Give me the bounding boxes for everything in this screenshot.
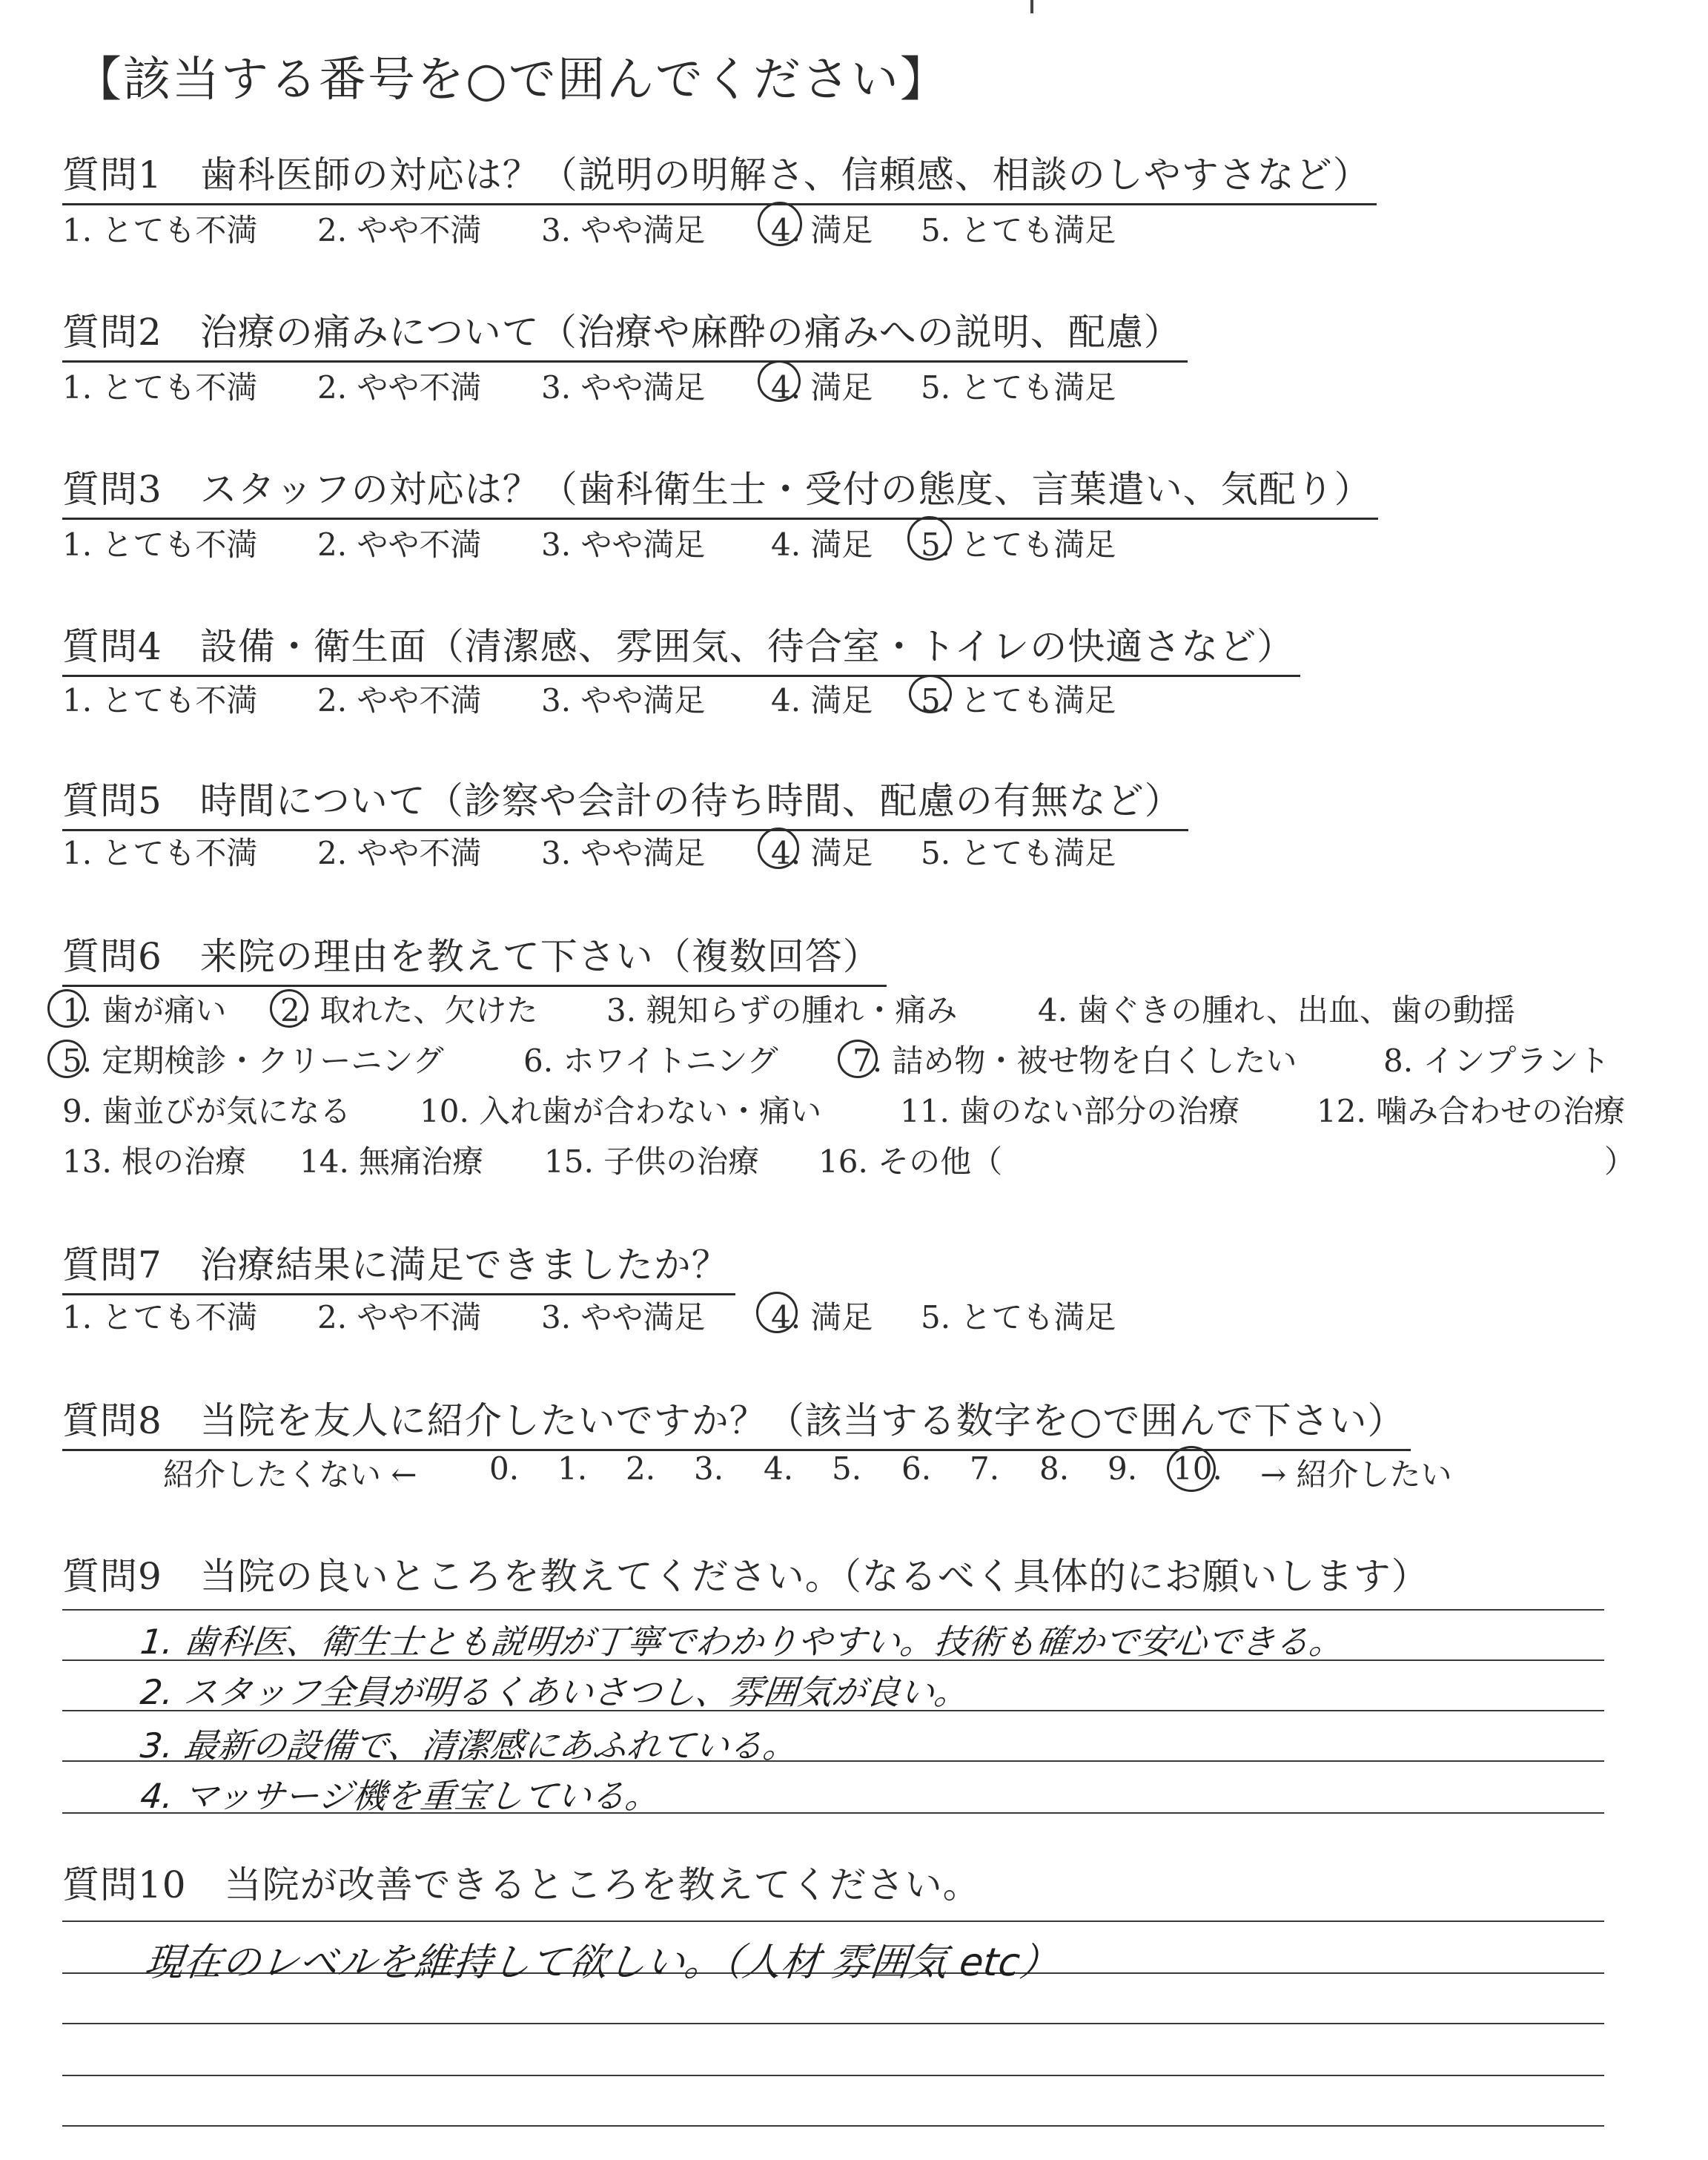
q5-option-2[interactable]: 2. やや不満 [317,835,482,871]
q6-option-14[interactable]: 14. 無痛治療 [299,1143,484,1180]
q8-option-10[interactable]: 10. [1173,1450,1222,1487]
question-10-title: 質問10 当院が改善できるところを教えてください。 [62,1863,981,1906]
q7-option-4[interactable]: 4. 満足 [771,1299,873,1335]
q6-option-9[interactable]: 9. 歯並びが気になる [62,1093,351,1129]
q2-option-2[interactable]: 2. やや不満 [317,369,482,406]
q8-option-5[interactable]: 5. [832,1450,862,1487]
q6-option-4[interactable]: 4. 歯ぐきの腫れ、出血、歯の動揺 [1038,992,1515,1028]
q5-option-1[interactable]: 1. とても不満 [62,835,258,871]
q7-option-2[interactable]: 2. やや不満 [317,1299,482,1335]
q6-other-close-paren: ） [1604,1143,1636,1180]
question-6-title: 質問6 来院の理由を教えて下さい（複数回答） [62,927,887,987]
q2-option-5[interactable]: 5. とても満足 [921,369,1116,406]
question-1-title: 質問1 歯科医師の対応は？（説明の明解さ、信頼感、相談のしやすさなど） [62,145,1377,205]
page-title: 【該当する番号を○で囲んでください】 [74,53,949,108]
q6-option-1[interactable]: 1. 歯が痛い [62,992,227,1028]
q6-selection-circle-7 [838,1040,878,1078]
q1-option-3[interactable]: 3. やや満足 [541,212,706,248]
question-5-title: 質問5 時間について（診察や会計の待ち時間、配慮の有無など） [62,771,1188,831]
question-4-title: 質問4 設備・衛生面（清潔感、雰囲気、待合室・トイレの快適さなど） [62,617,1300,677]
q2-option-4[interactable]: 4. 満足 [771,369,873,406]
question-8-title: 質問8 当院を友人に紹介したいですか？（該当する数字を○で囲んで下さい） [62,1391,1411,1451]
q2-selection-circle [758,360,801,402]
q1-option-2[interactable]: 2. やや不満 [317,212,482,248]
question-3-title: 質問3 スタッフの対応は？（歯科衛生士・受付の態度、言葉遣い、気配り） [62,460,1378,520]
q1-option-5[interactable]: 5. とても満足 [921,212,1116,248]
q8-selection-circle [1167,1446,1216,1492]
q9-answer-1: 1. 歯科医、衛生士とも説明が丁寧でわかりやすい。技術も確かで安心できる。 [138,1622,1346,1662]
q8-right-label: → 紹介したい [1260,1456,1452,1493]
q6-option-3[interactable]: 3. 親知らずの腫れ・痛み [606,992,958,1028]
q3-option-2[interactable]: 2. やや不満 [317,526,482,563]
q6-option-6[interactable]: 6. ホワイトニング [523,1043,778,1079]
answer-rule [62,2075,1604,2076]
q5-option-5[interactable]: 5. とても満足 [921,835,1116,871]
answer-rule [62,1609,1604,1611]
q6-option-15[interactable]: 15. 子供の治療 [544,1143,760,1180]
q7-option-3[interactable]: 3. やや満足 [541,1299,706,1335]
q6-option-10[interactable]: 10. 入れ歯が合わない・痛い [420,1093,822,1129]
q4-option-4[interactable]: 4. 満足 [771,682,873,719]
q8-option-1[interactable]: 1. [557,1450,588,1487]
q4-option-5[interactable]: 5. とても満足 [921,682,1116,719]
q8-option-9[interactable]: 9. [1108,1450,1138,1487]
q9-answer-2: 2. スタッフ全員が明るくあいさつし、雰囲気が良い。 [138,1672,971,1712]
q5-selection-circle [758,828,799,869]
q6-selection-circle-2 [270,989,308,1028]
q4-selection-circle [909,675,952,713]
question-7-title: 質問7 治療結果に満足できましたか？ [62,1235,735,1295]
q3-option-4[interactable]: 4. 満足 [771,526,873,563]
q1-option-4[interactable]: 4. 満足 [771,212,873,248]
q9-answer-3: 3. 最新の設備で、清潔感にあふれている。 [138,1725,800,1766]
q8-option-3[interactable]: 3. [694,1450,724,1487]
q4-option-1[interactable]: 1. とても不満 [62,682,258,719]
q4-option-2[interactable]: 2. やや不満 [317,682,482,719]
q8-option-7[interactable]: 7. [970,1450,1000,1487]
q2-option-1[interactable]: 1. とても不満 [62,369,258,406]
q6-option-11[interactable]: 11. 歯のない部分の治療 [900,1093,1240,1129]
q8-option-8[interactable]: 8. [1039,1450,1070,1487]
q8-option-4[interactable]: 4. [764,1450,794,1487]
question-9-title: 質問9 当院の良いところを教えてください。（なるべく具体的にお願いします） [62,1555,1429,1598]
question-2-title: 質問2 治療の痛みについて（治療や麻酔の痛みへの説明、配慮） [62,303,1188,363]
q6-option-13[interactable]: 13. 根の治療 [62,1143,247,1180]
q4-option-3[interactable]: 3. やや満足 [541,682,706,719]
q7-selection-circle [756,1292,798,1333]
q7-option-1[interactable]: 1. とても不満 [62,1299,258,1335]
q7-option-5[interactable]: 5. とても満足 [921,1299,1116,1335]
q8-option-2[interactable]: 2. [626,1450,656,1487]
q2-option-3[interactable]: 3. やや満足 [541,369,706,406]
q1-selection-circle [758,202,802,246]
q8-option-0[interactable]: 0. [489,1450,520,1487]
q6-option-12[interactable]: 12. 噛み合わせの治療 [1317,1093,1626,1129]
q6-option-7[interactable]: 7. 詰め物・被せ物を白くしたい [853,1043,1297,1079]
q9-answer-4: 4. マッサージ機を重宝している。 [138,1776,662,1816]
q5-option-3[interactable]: 3. やや満足 [541,835,706,871]
q3-option-1[interactable]: 1. とても不満 [62,526,258,563]
q6-option-5[interactable]: 5. 定期検診・クリーニング [62,1043,444,1079]
q3-selection-circle [907,516,952,561]
answer-rule [62,2125,1604,2127]
q6-option-16[interactable]: 16. その他（ [818,1143,1003,1180]
q6-option-8[interactable]: 8. インプラント [1383,1043,1610,1079]
q10-answer-1: 現在のレベルを維持して欲しい。（人材 雰囲気 etc） [142,1941,1061,1985]
q3-option-3[interactable]: 3. やや満足 [541,526,706,563]
scan-mark [1030,0,1033,13]
q5-option-4[interactable]: 4. 満足 [771,835,873,871]
answer-rule [62,2023,1604,2024]
q3-option-5[interactable]: 5. とても満足 [921,526,1116,563]
answer-rule [62,1920,1604,1922]
q8-option-6[interactable]: 6. [901,1450,932,1487]
q8-left-label: 紹介したくない ← [163,1456,417,1493]
q6-selection-circle-5 [47,1040,86,1078]
q1-option-1[interactable]: 1. とても不満 [62,212,258,248]
q6-selection-circle-1 [47,989,86,1028]
q6-option-2[interactable]: 2. 取れた、欠けた [280,992,538,1028]
